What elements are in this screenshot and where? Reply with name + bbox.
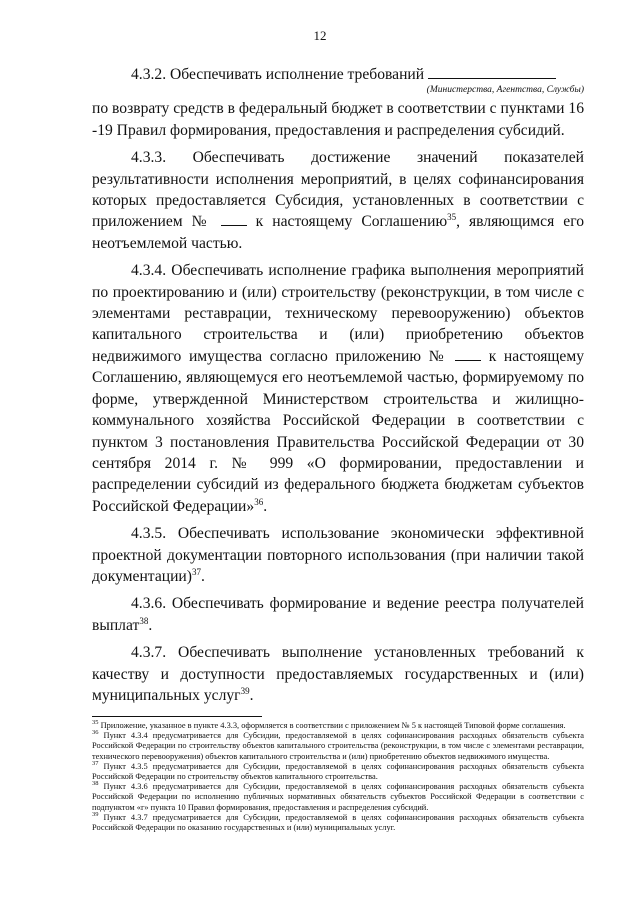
footnote-number: 36: [92, 729, 99, 737]
paragraph-text: .: [148, 616, 153, 634]
paragraph-text: 4.3.4. Обеспечивать исполнение графика выполнения мероприятий по проектированию и (или) строительству (реконструкции, в том числе с элементами реставрации, техническому перевооружению) объектов капитального строительства и (или) приобретению объектов недвижимого имущества согласно приложению №: [92, 262, 584, 365]
paragraph-text: 4.3.3. Обеспечивать достижение значений показателей результативности исполнения мероприятий, в целях софинансирования которых предоставляется Субсидия, установленных в соответствии с приложением №: [92, 149, 584, 231]
blank-line: [455, 348, 481, 361]
footnote-ref[interactable]: 37: [191, 566, 201, 577]
document-body: [92, 64, 584, 712]
footnote-37: [92, 762, 584, 782]
paragraph-4-3-2-continued: [92, 98, 584, 141]
footnote-36: [92, 731, 584, 762]
paragraph-text: 4.3.6. Обеспечивать формирование и ведение реестра получателей выплат: [92, 595, 584, 634]
paragraph-text: 4.3.7. Обеспечивать выполнение установленных требований к качеству и доступности предоставляемых государственных и (или) муниципальных услуг: [92, 644, 584, 704]
blank-line: [221, 213, 247, 226]
paragraph-4-3-6: [92, 593, 584, 636]
paragraph-text: к настоящему Соглашению, являющемуся его неотъемлемой частью, формируемому по форме, утвержденной Министерством строительства и жилищно-коммунального хозяйства Российской Федерации в соответствии с пунктом 3 постановления Правительства Российской Федерации от 30 сентября 2014 г. № 999 «О формировании, предоставлении и распределении субсидий из федерального бюджета бюджетам субъектов Российской Федерации»: [92, 347, 584, 515]
paragraph-text: , являющимся его неотъемлемой частью.: [92, 213, 584, 252]
paragraph-4-3-7: [92, 642, 584, 706]
footnote-text: Пункт 4.3.5 предусматривается для Субсидии, предоставляемой в целях софинансирования расходных обязательств субъекта Российской Федерации по строительству объектов капитального строительства.: [92, 761, 585, 782]
page-number: 12: [313, 28, 327, 43]
footnote-number: 37: [92, 760, 99, 768]
paragraph-text: .: [263, 497, 268, 515]
footnote-ref[interactable]: 38: [139, 615, 149, 626]
footnote-number: 35: [92, 719, 99, 727]
footnote-ref[interactable]: 36: [254, 496, 264, 507]
footnote-separator: [92, 716, 262, 717]
footnote-39: [92, 813, 584, 833]
blank-line: [428, 64, 556, 79]
paragraph-4-3-3: [92, 147, 584, 254]
paragraph-4-3-2: [92, 64, 584, 85]
footnote-text: Приложение, указанное в пункте 4.3.3, оформляется в соответствии с приложением № 5 к настоящей Типовой форме соглашения.: [100, 721, 566, 730]
paragraph-text: к настоящему Соглашению: [255, 213, 448, 231]
footnotes: [92, 721, 584, 833]
footnote-ref[interactable]: 35: [447, 212, 457, 223]
footnote-text: Пункт 4.3.7 предусматривается для Субсидии, предоставляемой в целях софинансирования расходных обязательств субъекта Российской Федерации по оказанию государственных и (или) муниципальных услуг.: [92, 812, 585, 833]
footnote-text: Пункт 4.3.4 предусматривается для Субсидии, предоставляемой в целях софинансирования расходных обязательств субъекта Российской Федерации по строительству объектов капитального строительства (реконструкции, в том числе с элементами реставрации, технического перевооружения) объектов капитального строительства и (или) приобретению объектов недвижимого имущества.: [92, 731, 585, 761]
footnote-number: 38: [92, 780, 99, 788]
footnote-38: [92, 782, 584, 813]
footnote-number: 39: [92, 811, 99, 819]
paragraph-text: 4.3.2. Обеспечивать исполнение требований: [131, 66, 425, 83]
paragraph-text: 4.3.5. Обеспечивать использование экономически эффективной проектной документации повторного использования (при наличии такой документации): [92, 525, 584, 585]
paragraph-text: по возврату средств в федеральный бюджет в соответствии с пунктами 16 -19 Правил формирования, предоставления и распределения субсидий.: [92, 100, 584, 139]
blank-caption: (Министерства, Агентства, Службы): [426, 85, 584, 96]
paragraph-text: .: [200, 567, 205, 585]
paragraph-4-3-4: [92, 260, 584, 517]
paragraph-text: .: [249, 686, 254, 704]
footnote-35: [92, 721, 584, 731]
paragraph-4-3-5: [92, 523, 584, 587]
footnote-ref[interactable]: 39: [240, 685, 250, 696]
footnote-text: Пункт 4.3.6 предусматривается для Субсидии, предоставляемой в целях софинансирования расходных обязательств субъекта Российской Федерации по исполнению публичных нормативных обязательств субъектов Российской Федерации в соответствии с подпунктом «г» пункта 10 Правил формирования, предоставления и распределения субсидий.: [92, 782, 585, 812]
